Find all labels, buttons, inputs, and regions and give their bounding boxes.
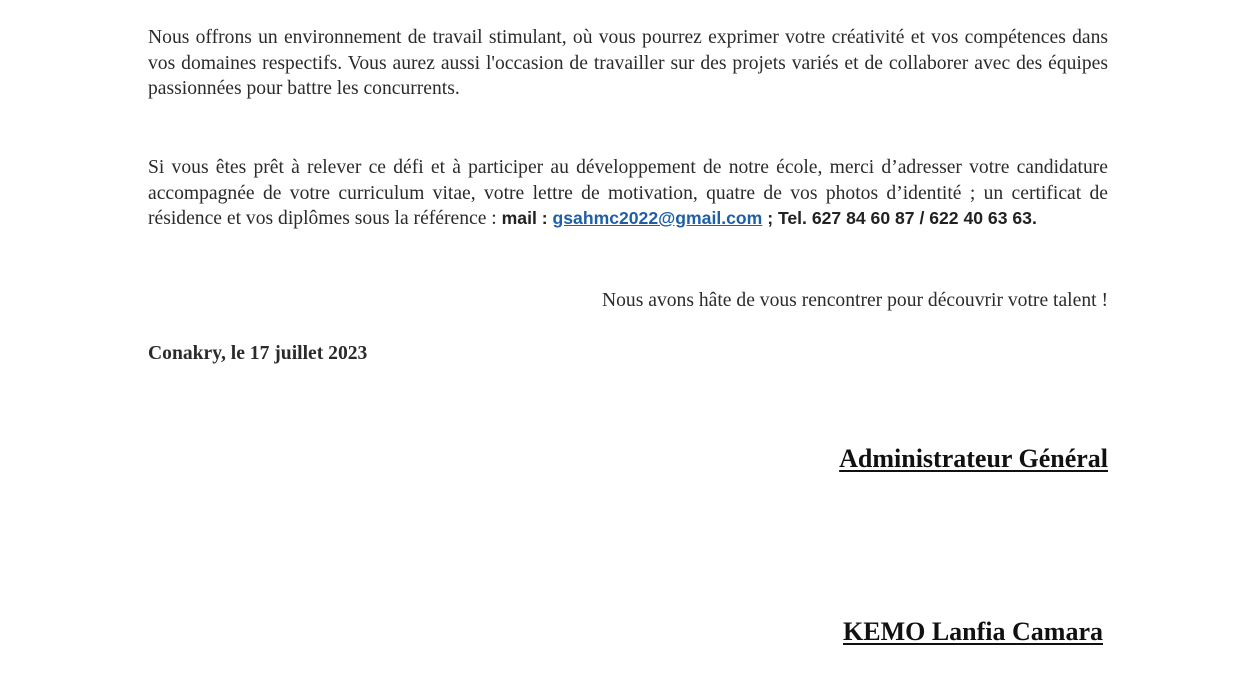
application-instructions-text: Si vous êtes prêt à relever ce défi et à participer au développement de notre école, merci d’adresser votre candidature accompagnée de votre curriculum vitae, votre lettre de motivation, quatre de vos photos d’identité ; un certificat de résidence et vos diplômes sous la référence : xyxy=(148,157,1108,229)
signatory-name: KEMO Lanfia Camara xyxy=(843,617,1103,646)
date-line: Conakry, le 17 juillet 2023 xyxy=(148,343,368,364)
phone-numbers: ; Tel. 627 84 60 87 / 622 40 63 63. xyxy=(762,208,1037,228)
mail-label: mail : xyxy=(501,208,553,228)
paragraph-application-instructions xyxy=(148,155,1108,232)
paragraph-work-environment: Nous offrons un environnement de travail stimulant, où vous pourrez exprimer votre créativité et vos compétences dans vos domaines respectifs. Vous aurez aussi l'occasion de travailler sur des projets variés et de collaborer avec des équipes passionnées pour battre les concurrents. xyxy=(148,27,1108,99)
closing-sentence: Nous avons hâte de vous rencontrer pour découvrir votre talent ! xyxy=(601,290,1108,311)
signatory-title: Administrateur Général xyxy=(839,444,1108,473)
email-link[interactable]: gsahmc2022@gmail.com xyxy=(552,208,763,228)
